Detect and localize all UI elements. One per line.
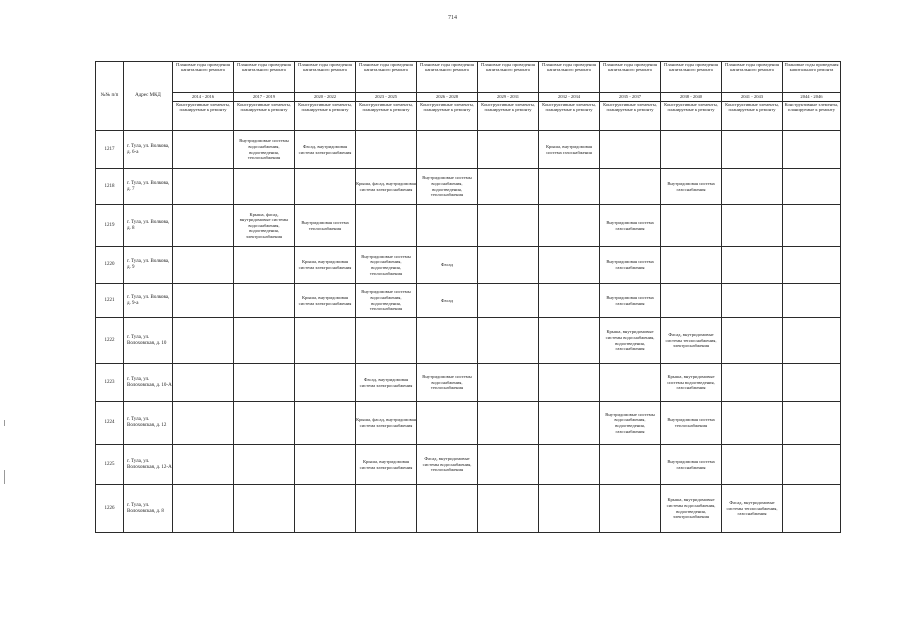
- repair-elements-cell: [234, 485, 295, 533]
- repair-elements-cell: [539, 247, 600, 284]
- repair-elements-cell: [234, 284, 295, 318]
- repair-elements-cell: [783, 205, 841, 247]
- row-number: 1222: [96, 318, 124, 364]
- repair-elements-cell: [478, 364, 539, 402]
- repair-elements-cell: [173, 485, 234, 533]
- repair-elements-cell: Фасад, внутридомовые системы теплоснабжения, электроснабжения: [661, 318, 722, 364]
- period-years: 2026 - 2028: [417, 93, 478, 102]
- repair-elements-cell: [600, 364, 661, 402]
- repair-elements-cell: [539, 364, 600, 402]
- subheader-elements: Конструктивные элементы, планируемые к ремонту: [600, 102, 661, 131]
- repair-elements-cell: [783, 445, 841, 485]
- table-row: [96, 402, 841, 445]
- repair-elements-cell: [234, 247, 295, 284]
- repair-elements-cell: [783, 364, 841, 402]
- period-header: Плановые годы проведения капитального ремонта: [478, 62, 539, 93]
- table-row: [96, 284, 841, 318]
- repair-elements-cell: [783, 169, 841, 205]
- repair-elements-cell: Внутридомовая система газоснабжения: [600, 205, 661, 247]
- repair-elements-cell: [539, 284, 600, 318]
- repair-elements-cell: Внутридомовые системы водоснабжения, водоотведения, теплоснабжения: [417, 169, 478, 205]
- repair-elements-cell: [295, 169, 356, 205]
- repair-elements-cell: [234, 318, 295, 364]
- repair-elements-cell: [539, 205, 600, 247]
- repair-elements-cell: Крыша, внутридомовые системы водоотведения, газоснабжения: [661, 364, 722, 402]
- repair-elements-cell: Крыша, внутридомовая система электроснабжения: [295, 284, 356, 318]
- period-header: Плановые годы проведения капитального ремонта: [539, 62, 600, 93]
- repair-elements-cell: [478, 318, 539, 364]
- period-header: Плановые годы проведения капитального ремонта: [173, 62, 234, 93]
- period-header: Плановые годы проведения капитального ремонта: [783, 62, 841, 93]
- period-header: Плановые годы проведения капитального ремонта: [600, 62, 661, 93]
- repair-elements-cell: [478, 284, 539, 318]
- repair-elements-cell: [295, 364, 356, 402]
- row-address: г. Тула, ул. Волкова, д. 8: [124, 205, 173, 247]
- scan-edge-mark: [4, 470, 5, 484]
- repair-elements-cell: [356, 318, 417, 364]
- period-years: 2035 - 2037: [600, 93, 661, 102]
- row-address: г. Тула, ул. Волкова, д. 7: [124, 169, 173, 205]
- repair-elements-cell: [295, 445, 356, 485]
- repair-elements-cell: [234, 445, 295, 485]
- period-header: Плановые годы проведения капитального ремонта: [295, 62, 356, 93]
- period-years: 2041 - 2043: [722, 93, 783, 102]
- repair-elements-cell: [173, 364, 234, 402]
- period-header: Плановые годы проведения капитального ремонта: [234, 62, 295, 93]
- table-row: [96, 445, 841, 485]
- subheader-elements: Конструктивные элементы, планируемые к ремонту: [478, 102, 539, 131]
- repair-elements-cell: [661, 247, 722, 284]
- period-years: 2023 - 2025: [356, 93, 417, 102]
- repair-elements-cell: [539, 445, 600, 485]
- table-row: [96, 247, 841, 284]
- period-years: 2032 - 2034: [539, 93, 600, 102]
- repair-elements-cell: [722, 318, 783, 364]
- repair-elements-cell: [173, 318, 234, 364]
- repair-elements-cell: [295, 402, 356, 445]
- repair-elements-cell: Крыша, внутридомовая система газоснабжения: [539, 131, 600, 169]
- subheader-elements: Конструктивные элементы, планируемые к ремонту: [722, 102, 783, 131]
- repair-elements-cell: [478, 445, 539, 485]
- table-row: [96, 205, 841, 247]
- repair-elements-cell: Внутридомовая система газоснабжения: [600, 247, 661, 284]
- row-address: г. Тула, ул. Волоховская, д. 12: [124, 402, 173, 445]
- subheader-elements: Конструктивные элементы, планируемые к ремонту: [661, 102, 722, 131]
- row-number: 1219: [96, 205, 124, 247]
- repair-elements-cell: [722, 131, 783, 169]
- subheader-elements: Конструктивные элементы, планируемые к ремонту: [234, 102, 295, 131]
- repair-elements-cell: Внутридомовая система теплоснабжения: [295, 205, 356, 247]
- table-row: [96, 131, 841, 169]
- repair-elements-cell: Внутридомовые системы водоснабжения, водоотведения, теплоснабжения: [234, 131, 295, 169]
- period-years: 2014 - 2016: [173, 93, 234, 102]
- repair-elements-cell: [417, 205, 478, 247]
- row-address: г. Тула, ул. Волкова, д. 9-а: [124, 284, 173, 318]
- repair-schedule-table-wrap: [95, 61, 840, 533]
- repair-elements-cell: [417, 131, 478, 169]
- scan-edge-mark: [4, 420, 5, 426]
- table-row: [96, 364, 841, 402]
- repair-elements-cell: [173, 247, 234, 284]
- subheader-elements: Конструктивные элементы, планируемые к ремонту: [783, 102, 841, 131]
- subheader-elements: Конструктивные элементы, планируемые к ремонту: [356, 102, 417, 131]
- table-row: [96, 318, 841, 364]
- repair-elements-cell: [783, 402, 841, 445]
- table-row: [96, 169, 841, 205]
- repair-elements-cell: [234, 364, 295, 402]
- repair-elements-cell: [478, 485, 539, 533]
- header-row-years: [96, 93, 841, 102]
- repair-elements-cell: Крыша, внутридомовая система электроснабжения: [295, 247, 356, 284]
- repair-elements-cell: Фасад, внутридомовая система электроснабжения: [356, 364, 417, 402]
- repair-elements-cell: [417, 485, 478, 533]
- subheader-elements: Конструктивные элементы, планируемые к ремонту: [173, 102, 234, 131]
- repair-elements-cell: Внутридомовая система теплоснабжения: [661, 402, 722, 445]
- repair-elements-cell: [478, 205, 539, 247]
- repair-elements-cell: [783, 131, 841, 169]
- row-address: г. Тула, ул. Волоховская, д. 12-А: [124, 445, 173, 485]
- header-row-periods: [96, 62, 841, 93]
- header-row-subheaders: [96, 102, 841, 131]
- repair-elements-cell: [722, 247, 783, 284]
- repair-elements-cell: [356, 485, 417, 533]
- repair-elements-cell: [722, 284, 783, 318]
- subheader-elements: Конструктивные элементы, планируемые к ремонту: [295, 102, 356, 131]
- repair-elements-cell: [600, 485, 661, 533]
- repair-elements-cell: [783, 247, 841, 284]
- repair-elements-cell: Внутридомовая система газоснабжения: [600, 284, 661, 318]
- repair-elements-cell: Внутридомовые системы водоснабжения, водоотведения, теплоснабжения: [356, 284, 417, 318]
- repair-elements-cell: Крыша, внутридомовые системы водоснабжения, водоотведения, электроснабжения: [661, 485, 722, 533]
- row-number: 1226: [96, 485, 124, 533]
- repair-elements-cell: [173, 131, 234, 169]
- repair-elements-cell: [539, 485, 600, 533]
- repair-elements-cell: Внутридомовая система газоснабжения: [661, 445, 722, 485]
- subheader-elements: Конструктивные элементы, планируемые к ремонту: [417, 102, 478, 131]
- period-years: 2038 - 2040: [661, 93, 722, 102]
- repair-elements-cell: [295, 318, 356, 364]
- row-number: 1225: [96, 445, 124, 485]
- repair-elements-cell: [661, 205, 722, 247]
- repair-elements-cell: [417, 318, 478, 364]
- subheader-elements: Конструктивные элементы, планируемые к ремонту: [539, 102, 600, 131]
- row-number: 1218: [96, 169, 124, 205]
- row-address: г. Тула, ул. Волоховская, д. 10: [124, 318, 173, 364]
- repair-elements-cell: [722, 445, 783, 485]
- period-years: 2017 - 2019: [234, 93, 295, 102]
- row-address: г. Тула, ул. Волкова, д. 9: [124, 247, 173, 284]
- repair-elements-cell: [173, 445, 234, 485]
- repair-elements-cell: [356, 131, 417, 169]
- repair-elements-cell: [722, 169, 783, 205]
- repair-elements-cell: [722, 402, 783, 445]
- period-header: Плановые годы проведения капитального ремонта: [417, 62, 478, 93]
- row-address: г. Тула, ул. Волкова, д. 6-а: [124, 131, 173, 169]
- repair-elements-cell: [539, 402, 600, 445]
- period-years: 2029 - 2031: [478, 93, 539, 102]
- repair-elements-cell: Крыша, фасад, внутридомовая система электроснабжения: [356, 402, 417, 445]
- repair-elements-cell: Внутридомовая система газоснабжения: [661, 169, 722, 205]
- repair-elements-cell: Крыша, фасад, внутридомовая система электроснабжения: [356, 169, 417, 205]
- row-number: 1217: [96, 131, 124, 169]
- column-header-address: Адрес МКД: [124, 62, 173, 131]
- repair-elements-cell: [173, 402, 234, 445]
- repair-elements-cell: [722, 205, 783, 247]
- repair-elements-cell: [417, 402, 478, 445]
- repair-elements-cell: [539, 318, 600, 364]
- repair-elements-cell: [234, 402, 295, 445]
- row-address: г. Тула, ул. Волоховская, д. 10-А: [124, 364, 173, 402]
- repair-elements-cell: [478, 169, 539, 205]
- repair-elements-cell: [478, 247, 539, 284]
- repair-elements-cell: Фасад, внутридомовые системы теплоснабжения, газоснабжения: [722, 485, 783, 533]
- period-header: Плановые годы проведения капитального ремонта: [661, 62, 722, 93]
- repair-elements-cell: [173, 284, 234, 318]
- repair-elements-cell: Фасад, внутридомовая система электроснабжения: [295, 131, 356, 169]
- repair-elements-cell: [173, 169, 234, 205]
- repair-elements-cell: [783, 485, 841, 533]
- repair-elements-cell: Крыша, внутридомовая система электроснабжения: [356, 445, 417, 485]
- period-header: Плановые годы проведения капитального ремонта: [722, 62, 783, 93]
- repair-elements-cell: [600, 131, 661, 169]
- row-number: 1220: [96, 247, 124, 284]
- repair-elements-cell: [173, 205, 234, 247]
- repair-elements-cell: Внутридомовые системы водоснабжения, водоотведения, теплоснабжения: [356, 247, 417, 284]
- repair-schedule-table: [95, 61, 841, 533]
- period-years: 2020 - 2022: [295, 93, 356, 102]
- repair-elements-cell: [783, 318, 841, 364]
- repair-elements-cell: Крыша, внутридомовые системы водоснабжения, водоотведения, газоснабжения: [600, 318, 661, 364]
- row-number: 1223: [96, 364, 124, 402]
- repair-elements-cell: [539, 169, 600, 205]
- repair-elements-cell: [356, 205, 417, 247]
- repair-elements-cell: [600, 169, 661, 205]
- repair-elements-cell: [661, 284, 722, 318]
- repair-elements-cell: [478, 131, 539, 169]
- period-header: Плановые годы проведения капитального ремонта: [356, 62, 417, 93]
- repair-elements-cell: [295, 485, 356, 533]
- table-body: [96, 131, 841, 533]
- repair-elements-cell: Внутридомовые системы водоснабжения, теплоснабжения: [417, 364, 478, 402]
- repair-elements-cell: Внутридомовые системы водоснабжения, водоотведения, газоснабжения: [600, 402, 661, 445]
- repair-elements-cell: [234, 169, 295, 205]
- repair-elements-cell: [478, 402, 539, 445]
- repair-elements-cell: Фасад: [417, 284, 478, 318]
- row-address: г. Тула, ул. Волоховская, д. 8: [124, 485, 173, 533]
- period-years: 2044 - 2046: [783, 93, 841, 102]
- table-row: [96, 485, 841, 533]
- column-header-number: №№ п/п: [96, 62, 124, 131]
- repair-elements-cell: [722, 364, 783, 402]
- repair-elements-cell: [661, 131, 722, 169]
- repair-elements-cell: Фасад, внутридомовые системы водоснабжения, теплоснабжения: [417, 445, 478, 485]
- row-number: 1221: [96, 284, 124, 318]
- row-number: 1224: [96, 402, 124, 445]
- repair-elements-cell: Фасад: [417, 247, 478, 284]
- repair-elements-cell: [600, 445, 661, 485]
- repair-elements-cell: [783, 284, 841, 318]
- page-number: 714: [448, 15, 457, 21]
- repair-elements-cell: Крыша, фасад, внутридомовые системы водоснабжения, водоотведения, электроснабжения: [234, 205, 295, 247]
